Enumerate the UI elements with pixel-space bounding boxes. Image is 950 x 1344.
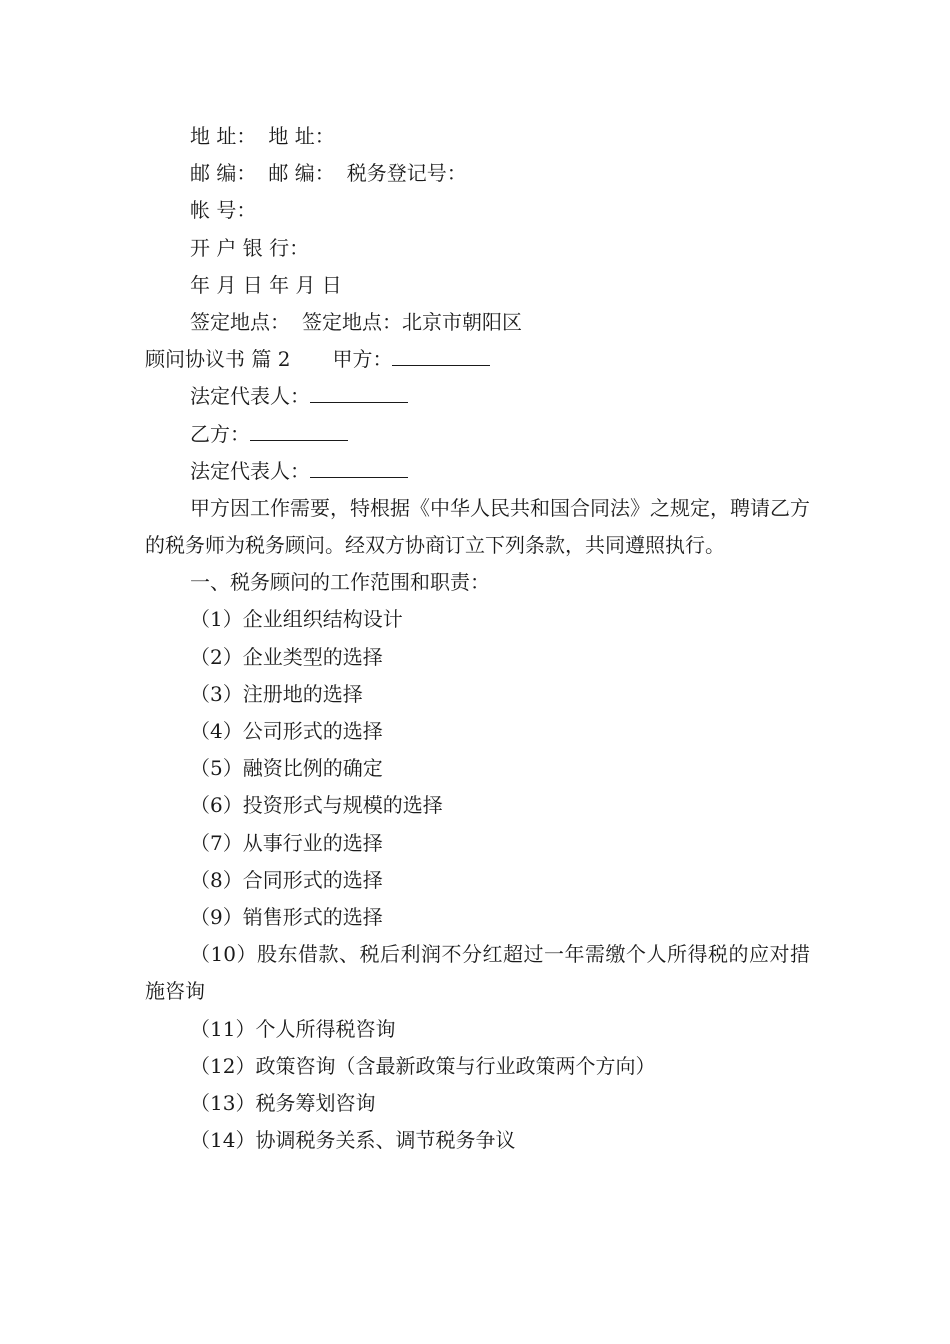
bank-line — [145, 230, 810, 267]
list-item — [145, 750, 810, 787]
item-text: 合同形式的选择 — [242, 867, 383, 892]
list-item — [145, 787, 810, 824]
sign-place-line — [145, 304, 810, 341]
party-a-rep-label: 法定代表人： — [190, 384, 310, 409]
list-item — [145, 639, 810, 676]
item-number: （7） — [190, 830, 243, 855]
list-item — [145, 899, 810, 936]
item-number: （5） — [190, 756, 243, 781]
list-item — [145, 825, 810, 862]
item-number: （4） — [190, 719, 243, 744]
item-number: （13） — [190, 1090, 256, 1115]
item-number: （1） — [190, 607, 243, 632]
list-item — [145, 676, 810, 713]
address-line — [145, 118, 810, 155]
item-number: （9） — [190, 904, 243, 929]
item-text: 从事行业的选择 — [242, 830, 383, 855]
item-text: 个人所得税咨询 — [255, 1016, 396, 1041]
party-b-label: 乙方： — [190, 421, 250, 446]
sign-place-label-1: 签定地点： — [190, 309, 290, 334]
list-item-10: （10）股东借款、税后利润不分红超过一年需缴个人所得税的应对措施咨询 — [145, 942, 810, 1004]
postcode-label-1: 邮 编： — [190, 161, 257, 186]
item-number: （2） — [190, 644, 243, 669]
section-title: 顾问协议书 篇 2 — [145, 347, 291, 372]
scope-heading: 一、税务顾问的工作范围和职责： — [190, 570, 490, 595]
account-line — [145, 192, 810, 229]
postcode-label-2: 邮 编： — [268, 161, 335, 186]
date-label-1: 年 月 日 — [190, 272, 263, 297]
party-b-rep-blank — [310, 455, 408, 478]
intro-paragraph: 甲方因工作需要，特根据《中华人民共和国合同法》之规定，聘请乙方的税务师为税务顾问。经双方协商订立下列条款，共同遵照执行。 — [145, 495, 810, 558]
list-item — [145, 1122, 810, 1159]
list-item — [145, 713, 810, 750]
document-body — [145, 118, 810, 1159]
party-a-rep-blank — [310, 380, 408, 403]
item-text: 企业类型的选择 — [242, 644, 383, 669]
party-b-rep-line — [145, 453, 810, 490]
list-item — [145, 1011, 810, 1048]
section-title-line — [145, 341, 810, 378]
account-label: 帐 号： — [190, 198, 257, 223]
item-text: 注册地的选择 — [242, 681, 363, 706]
item-number: （6） — [190, 793, 243, 818]
date-label-2: 年 月 日 — [269, 272, 342, 297]
postcode-line — [145, 155, 810, 192]
item-text: 销售形式的选择 — [242, 904, 383, 929]
item-number: （8） — [190, 867, 243, 892]
list-item — [145, 601, 810, 638]
party-a-label: 甲方： — [332, 347, 393, 372]
item-text: 企业组织结构设计 — [242, 607, 403, 632]
item-text: 投资形式与规模的选择 — [242, 793, 443, 818]
list-item — [145, 1085, 810, 1122]
party-a-rep-line — [145, 378, 810, 415]
item-number: （3） — [190, 681, 243, 706]
item-text: 税务筹划咨询 — [255, 1090, 376, 1115]
item-text: 公司形式的选择 — [242, 719, 383, 744]
item-number: （12） — [190, 1053, 256, 1078]
item-number: （14） — [190, 1128, 256, 1153]
address-label-2: 地 址： — [268, 124, 335, 148]
party-b-rep-label: 法定代表人： — [190, 458, 310, 483]
address-label-1: 地 址： — [190, 124, 257, 148]
item-number: （11） — [190, 1016, 256, 1041]
party-a-blank — [392, 343, 490, 366]
sign-place-label-2: 签定地点：北京市朝阳区 — [302, 309, 522, 334]
party-b-blank — [250, 418, 348, 441]
date-line — [145, 267, 810, 304]
item-text: 融资比例的确定 — [242, 756, 383, 781]
item-text: 协调税务关系、调节税务争议 — [255, 1128, 516, 1153]
tax-registration-label: 税务登记号： — [346, 161, 467, 186]
party-b-line — [145, 416, 810, 453]
bank-label: 开 户 银 行： — [190, 235, 310, 260]
list-item — [145, 862, 810, 899]
list-item — [145, 1048, 810, 1085]
item-text: 政策咨询（含最新政策与行业政策两个方向） — [255, 1053, 656, 1078]
